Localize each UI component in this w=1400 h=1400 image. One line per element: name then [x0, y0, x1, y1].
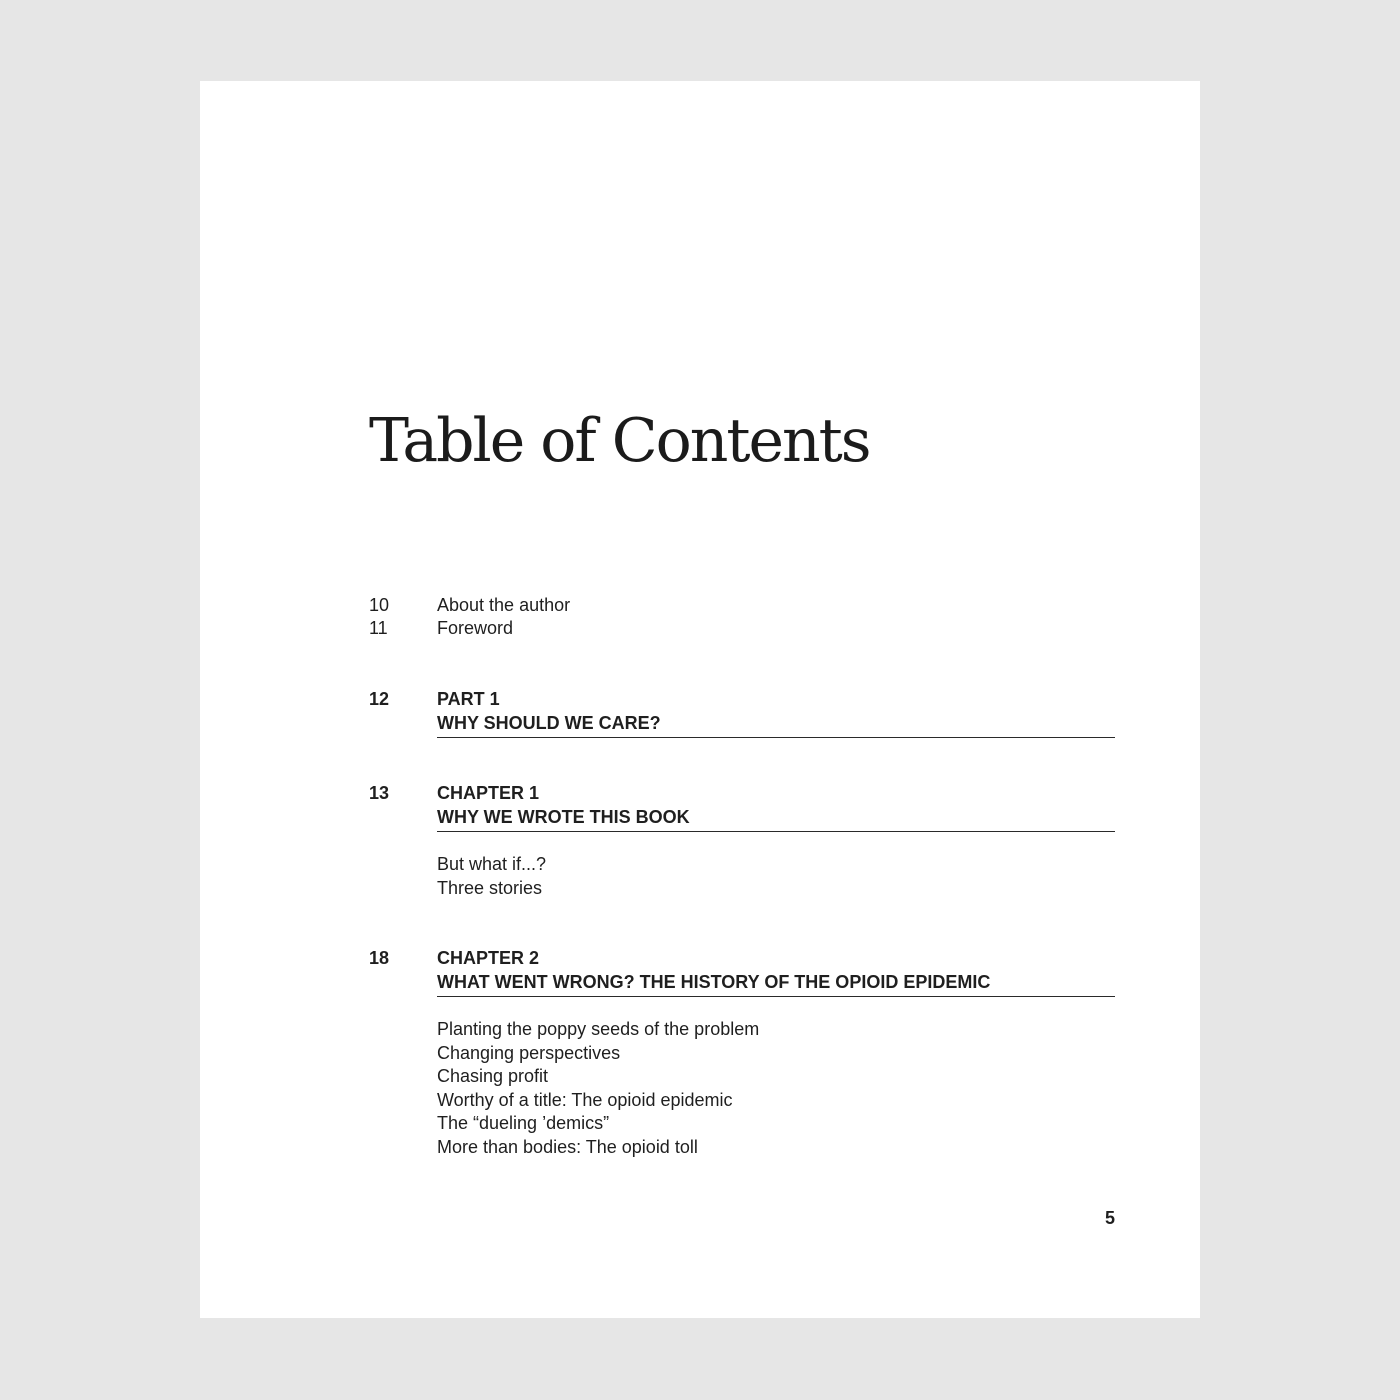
toc-entry-label: About the author [437, 595, 571, 615]
toc-page-number: 13 [369, 783, 390, 803]
toc-heading-label: CHAPTER 1 [437, 783, 540, 803]
toc-page-number: 18 [369, 948, 390, 968]
page-title: Table of Contents [369, 406, 870, 476]
toc-heading-title: WHAT WENT WRONG? THE HISTORY OF THE OPIOID EPIDEMIC [437, 971, 991, 992]
toc-heading-label: PART 1 [437, 689, 500, 709]
toc-entry-foreword[interactable] [369, 617, 1115, 641]
chapter-2-sections [437, 1018, 759, 1159]
document-page [200, 81, 1200, 1318]
toc-heading-label: CHAPTER 2 [437, 948, 540, 968]
toc-section[interactable]: Three stories [437, 877, 543, 898]
toc-page-number: 11 [369, 618, 388, 638]
toc-heading-title: WHY WE WROTE THIS BOOK [437, 806, 690, 827]
toc-entry-about-author[interactable] [369, 594, 1115, 618]
toc-section[interactable]: Chasing profit [437, 1066, 549, 1086]
toc-heading [437, 947, 1115, 997]
toc-entry-chapter-2[interactable] [369, 947, 1115, 997]
toc-page-number: 12 [369, 689, 390, 709]
toc-section[interactable]: More than bodies: The opioid toll [437, 1136, 698, 1157]
page-number: 5 [1104, 1208, 1115, 1228]
toc-section[interactable]: Worthy of a title: The opioid epidemic [437, 1089, 733, 1110]
toc-entry-label: Foreword [437, 618, 514, 638]
toc-section[interactable]: But what if...? [437, 854, 547, 874]
toc-heading [437, 782, 1115, 832]
toc-section[interactable]: The “dueling ’demics” [437, 1113, 610, 1133]
toc-page-number: 10 [369, 595, 390, 615]
toc-section[interactable]: Changing perspectives [437, 1042, 621, 1063]
toc-heading [437, 688, 1115, 738]
toc-entry-part-1[interactable] [369, 688, 1115, 738]
chapter-1-sections [437, 853, 546, 900]
toc-heading-title: WHY SHOULD WE CARE? [437, 712, 661, 733]
toc-entry-chapter-1[interactable] [369, 782, 1115, 832]
toc-section[interactable]: Planting the poppy seeds of the problem [437, 1019, 760, 1039]
